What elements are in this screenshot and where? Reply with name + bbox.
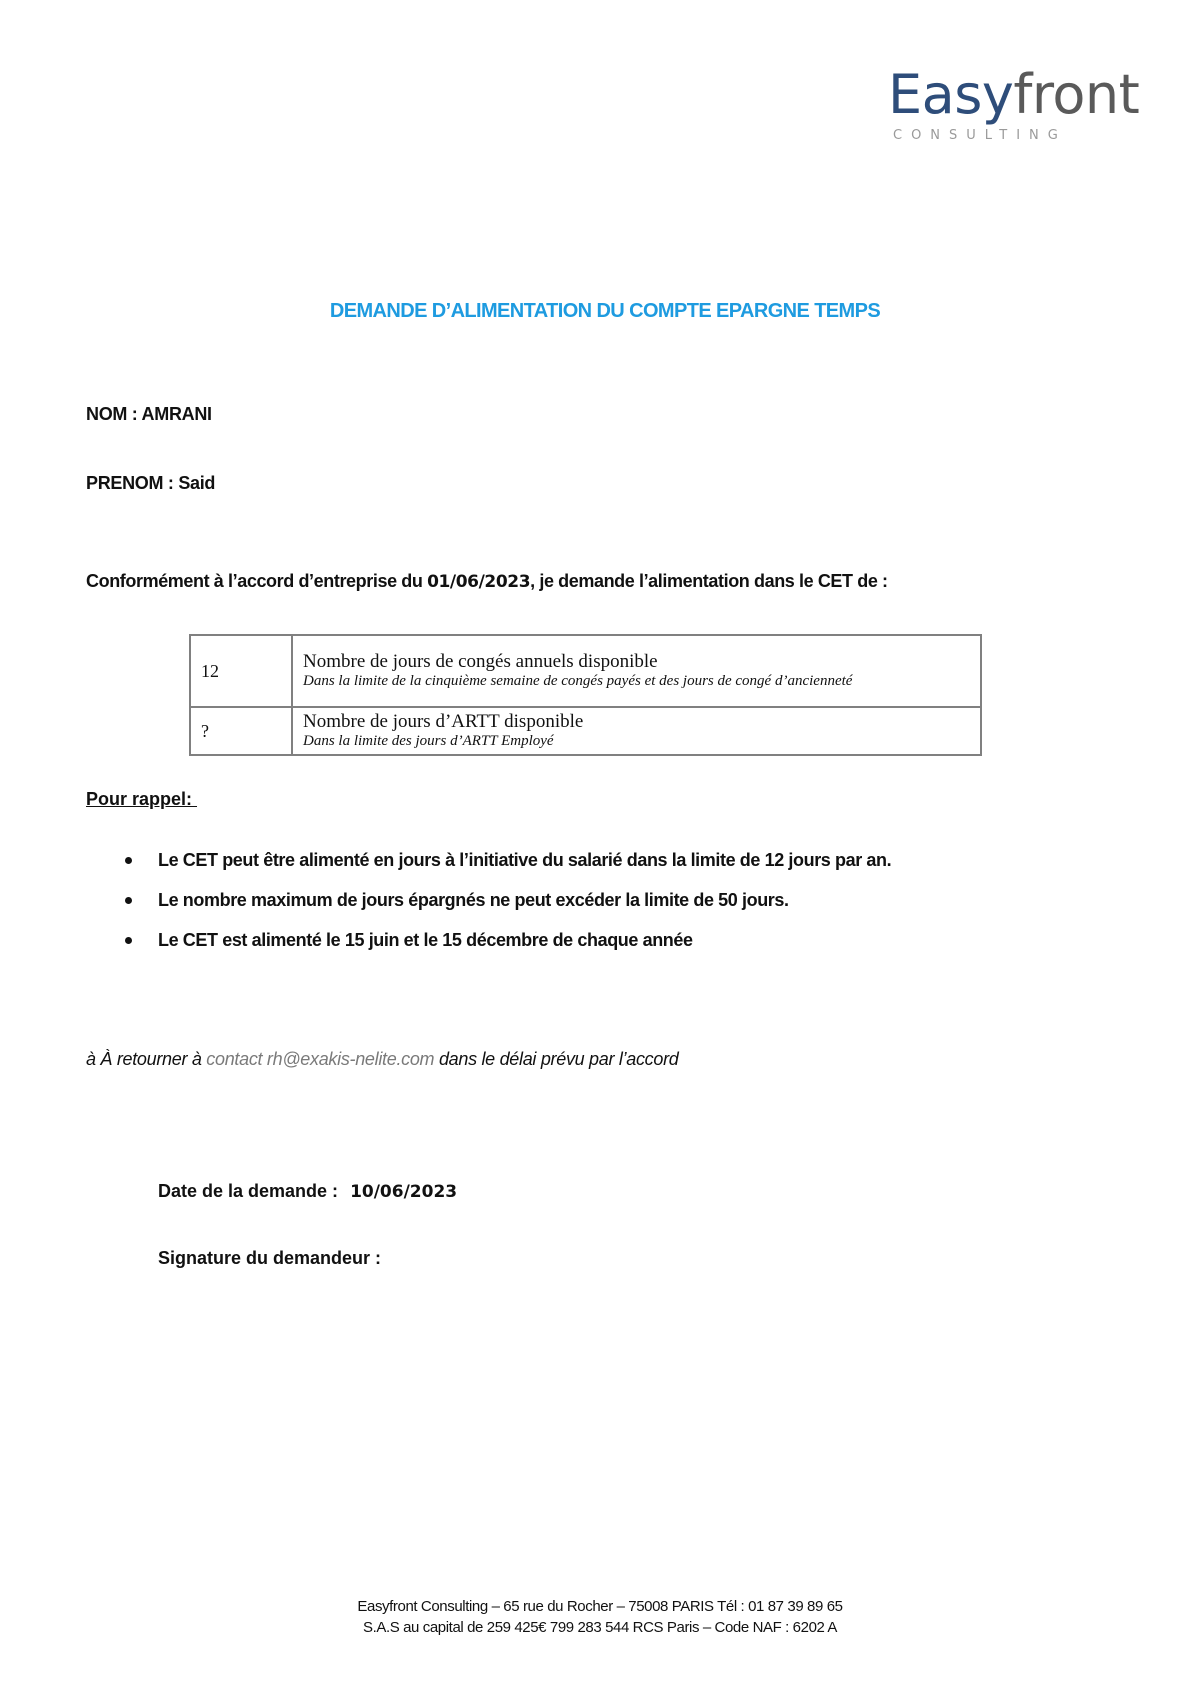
bullet-icon [125, 937, 132, 944]
table-row [190, 707, 981, 755]
request-date-value: 10/06/2023 [350, 1182, 458, 1202]
accord-date: 01/06/2023 [427, 572, 531, 592]
return-before: à À retourner à [86, 1049, 207, 1069]
row-note: Dans la limite de la cinquième semaine de congés payés et des jours de congé d’ancienneté [303, 673, 853, 689]
prenom-label: PRENOM : [86, 473, 174, 493]
rappel-heading: Pour rappel: [86, 789, 198, 809]
prenom-field [86, 473, 215, 494]
intro-after: , je demande l’alimentation dans le CET de : [530, 571, 888, 591]
row-label: Nombre de jours de congés annuels disponible [303, 651, 658, 672]
footer-line-2: S.A.S au capital de 259 425€ 799 283 544 RCS Paris – Code NAF : 6202 A [363, 1619, 837, 1636]
list-item [86, 888, 891, 928]
signature-label: Signature du demandeur : [158, 1248, 382, 1268]
intro-sentence [86, 571, 888, 592]
list-item-text: Le CET peut être alimenté en jours à l’initiative du salarié dans la limite de 12 jours par an. [158, 850, 892, 870]
bullet-icon [125, 897, 132, 904]
row-note: Dans la limite des jours d’ARTT Employé [303, 733, 554, 749]
logo-subtitle: CONSULTING [893, 128, 1067, 143]
row-label: Nombre de jours d’ARTT disponible [303, 711, 584, 732]
table-cell-value: ? [190, 707, 292, 755]
table-cell-description [292, 635, 981, 707]
cet-table [189, 634, 982, 756]
logo-wordmark-easy: Easy [888, 63, 1014, 126]
intro-before: Conformément à l’accord d’entreprise du [86, 571, 428, 591]
return-instruction [86, 1049, 679, 1070]
list-item [86, 848, 891, 888]
bullet-icon [125, 857, 132, 864]
table-cell-description [292, 707, 981, 755]
document-title: DEMANDE D’ALIMENTATION DU COMPTE EPARGNE TEMPS [329, 300, 881, 322]
company-logo [888, 60, 1140, 150]
table-cell-value: 12 [190, 635, 292, 707]
nom-value: AMRANI [141, 404, 212, 424]
return-after: dans le délai prévu par l’accord [434, 1049, 679, 1069]
request-date-label: Date de la demande : [158, 1181, 339, 1201]
page-footer [0, 1596, 1200, 1638]
list-item-text: Le CET est alimenté le 15 juin et le 15 décembre de chaque année [158, 930, 693, 950]
footer-line-1: Easyfront Consulting – 65 rue du Rocher – 75008 PARIS Tél : 01 87 39 89 65 [357, 1598, 843, 1615]
rappel-list [86, 848, 891, 968]
nom-field [86, 404, 212, 425]
list-item-text: Le nombre maximum de jours épargnés ne peut excéder la limite de 50 jours. [158, 890, 789, 910]
logo-wordmark [888, 60, 1139, 130]
table-row [190, 635, 981, 707]
prenom-value: Said [178, 473, 216, 493]
nom-label: NOM : [86, 404, 138, 424]
return-email-link[interactable]: contact rh@exakis-nelite.com [206, 1049, 435, 1069]
request-date [158, 1181, 457, 1202]
list-item [86, 928, 891, 968]
logo-wordmark-front: front [1013, 63, 1140, 126]
